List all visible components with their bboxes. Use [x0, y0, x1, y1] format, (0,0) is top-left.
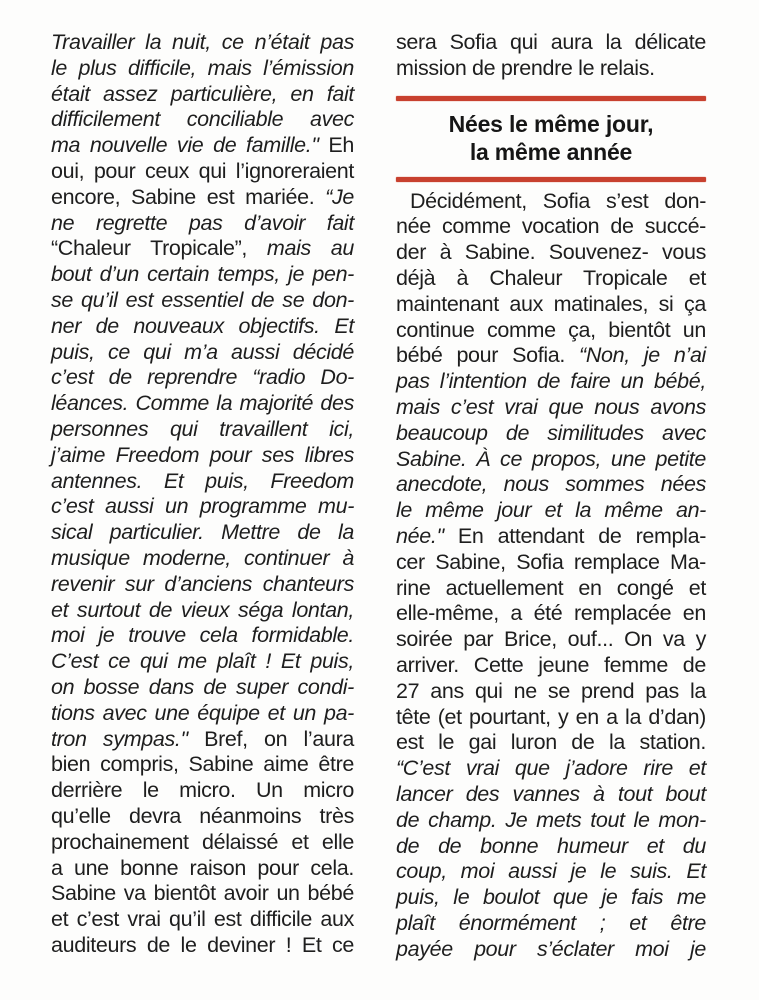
- text-line: [396, 318, 706, 344]
- text-line: [396, 808, 706, 834]
- italic-text: mais c’est vrai que nous avons: [396, 394, 706, 419]
- left-column: [51, 30, 354, 959]
- text: Eh: [318, 133, 354, 158]
- right-column-body: [396, 189, 706, 963]
- text-line: [51, 443, 354, 469]
- italic-text: puis, le boulot que je fais me: [396, 885, 706, 910]
- text-line: [396, 369, 706, 395]
- text-line: [51, 82, 354, 108]
- italic-text: moi je trouve cela formidable.: [51, 623, 354, 648]
- text-line: [396, 834, 706, 860]
- text-line: [396, 885, 706, 911]
- italic-text: de champ. Je mets tout le mon-: [396, 807, 706, 832]
- text-line: [51, 340, 354, 366]
- text-line: [396, 472, 706, 498]
- text-line: [51, 159, 354, 185]
- text-line: [51, 623, 354, 649]
- italic-text: née.": [396, 523, 444, 548]
- text-line: [396, 756, 706, 782]
- italic-text: coup, moi aussi je le suis. Et: [396, 859, 706, 884]
- text: sera Sofia qui aura la délicate: [396, 30, 706, 54]
- italic-text: le plus difficile, mais l’émission: [51, 55, 354, 80]
- text-line: [51, 649, 354, 675]
- text-line: [51, 365, 354, 391]
- text-line: [51, 56, 354, 82]
- text-line: [51, 314, 354, 340]
- italic-text: payée pour s’éclater moi je: [396, 936, 706, 961]
- text-line: [396, 782, 706, 808]
- text-line: [396, 705, 706, 731]
- text-line: [396, 56, 706, 82]
- text: rine actuellement en congé et: [396, 575, 706, 600]
- text-line: [51, 262, 354, 288]
- text-line: [396, 576, 706, 602]
- text: der à Sabine. Souvenez- vous: [396, 240, 706, 265]
- text: “Chaleur Tropicale”,: [51, 236, 248, 261]
- text-line: [396, 911, 706, 937]
- text: derrière le micro. Un micro: [51, 778, 354, 803]
- text: mission de prendre le relais.: [396, 55, 655, 80]
- text-line: [396, 859, 706, 885]
- text-line: [51, 236, 354, 262]
- text-line: [51, 675, 354, 701]
- italic-text: antennes. Et puis, Freedom: [51, 468, 354, 493]
- text-line: [396, 240, 706, 266]
- text-line: [396, 189, 706, 215]
- text-line: [396, 524, 706, 550]
- italic-text: j’aime Freedom pour ses libres: [51, 442, 354, 467]
- text: maintenant aux matinales, si ça: [396, 291, 706, 316]
- text-line: [396, 266, 706, 292]
- text-line: [396, 214, 706, 240]
- italic-text: plaît énormément ; et être: [396, 910, 706, 935]
- text-line: [396, 30, 706, 56]
- text-line: [51, 30, 354, 56]
- text-line: [51, 598, 354, 624]
- text: encore, Sabine est mariée.: [51, 184, 326, 209]
- text-line: [51, 211, 354, 237]
- italic-text: tron sympas.": [51, 726, 188, 751]
- italic-text: bout d’un certain temps, je pen-: [51, 262, 354, 287]
- italic-text: beaucoup de similitudes avec: [396, 420, 706, 445]
- italic-text: tions avec une équipe et un pa-: [51, 700, 354, 725]
- text: elle-même, a été remplacée en: [396, 601, 706, 626]
- italic-text: puis, ce qui m’a aussi décidé: [51, 339, 354, 364]
- text-line: [51, 546, 354, 572]
- italic-text: se qu’il est essentiel de se don-: [51, 287, 354, 312]
- italic-text: sical particulier. Mettre de la: [51, 520, 354, 545]
- italic-text: ne regrette pas d’avoir fait: [51, 210, 354, 235]
- text-line: [51, 804, 354, 830]
- text: continue comme ça, bientôt un: [396, 317, 706, 342]
- italic-text: c’est de reprendre “radio Do-: [51, 365, 354, 390]
- italic-text: “Je: [325, 184, 354, 209]
- italic-text: Sabine. À ce propos, une petite: [396, 446, 706, 471]
- text-line: [51, 830, 354, 856]
- italic-text: Travailler la nuit, ce n’était pas: [51, 30, 354, 54]
- text-line: [51, 856, 354, 882]
- text: oui, pour ceux qui l’ignoreraient: [51, 158, 354, 183]
- text-line: [396, 421, 706, 447]
- text-line: [51, 933, 354, 959]
- italic-text: on bosse dans de super condi-: [51, 674, 354, 699]
- text-line: [396, 447, 706, 473]
- italic-text: pas l’intention de faire un bébé,: [396, 369, 706, 394]
- text-line: [396, 343, 706, 369]
- italic-text: “Non, je n’ai: [579, 343, 706, 368]
- italic-text: lancer des vannes à tout bout: [396, 781, 706, 806]
- text-line: [51, 494, 354, 520]
- text: En attendant de rempla-: [443, 523, 706, 548]
- italic-text: c’est aussi un programme mu-: [51, 494, 354, 519]
- text: née comme vocation de succé-: [396, 214, 706, 239]
- text-line: [51, 727, 354, 753]
- text-line: [396, 498, 706, 524]
- text-line: [396, 550, 706, 576]
- text: cer Sabine, Sofia remplace Ma-: [396, 549, 706, 574]
- text-line: [51, 701, 354, 727]
- text-line: [51, 881, 354, 907]
- text-line: [51, 752, 354, 778]
- italic-text: C’est ce qui me plaît ! Et puis,: [51, 649, 354, 674]
- italic-text: le même jour et la même an-: [396, 498, 706, 523]
- italic-text: de de bonne humeur et du: [396, 833, 706, 858]
- italic-text: personnes qui travaillent ici,: [51, 416, 354, 441]
- text-line: [51, 133, 354, 159]
- text-line: [51, 391, 354, 417]
- italic-text: ner de nouveaux objectifs. Et: [51, 313, 354, 338]
- italic-text: était assez particulière, en fait: [51, 81, 354, 106]
- text: qu’elle devra néanmoins très: [51, 803, 354, 828]
- text-line: [396, 395, 706, 421]
- italic-text: ma nouvelle vie de famille.": [51, 133, 319, 158]
- italic-text: mais au: [247, 236, 354, 261]
- text: Décidément, Sofia s’est don-: [410, 188, 706, 213]
- italic-text: “C’est vrai que j’adore rire et: [396, 756, 706, 781]
- text-line: [396, 601, 706, 627]
- subheading: [396, 101, 706, 177]
- text-line: [51, 417, 354, 443]
- text: est le gai luron de la station.: [396, 730, 706, 755]
- text: Bref, on l’aura: [187, 726, 354, 751]
- text-line: [396, 653, 706, 679]
- text: déjà à Chaleur Tropicale et: [396, 265, 706, 290]
- text-line: [396, 292, 706, 318]
- subheading-line-1: Nées le même jour,: [448, 110, 654, 137]
- text: prochainement délaissé et elle: [51, 829, 354, 854]
- text: Sabine va bientôt avoir un bébé: [51, 881, 354, 906]
- text-line: [51, 469, 354, 495]
- text: auditeurs de le deviner ! Et ce: [51, 932, 354, 957]
- text: et c’est vrai qu’il est difficile aux: [51, 907, 354, 932]
- text-line: [51, 185, 354, 211]
- text-line: [51, 520, 354, 546]
- text-line: [51, 288, 354, 314]
- italic-text: musique moderne, continuer à: [51, 545, 354, 570]
- italic-text: léances. Comme la majorité des: [51, 391, 354, 416]
- text-line: [51, 572, 354, 598]
- text: arriver. Cette jeune femme de: [396, 652, 706, 677]
- text: tête (et pourtant, y en a la d’dan): [396, 704, 706, 729]
- text: bébé pour Sofia.: [396, 343, 580, 368]
- text-line: [396, 679, 706, 705]
- subheading-rule-bottom: [396, 177, 706, 182]
- text-line: [51, 907, 354, 933]
- italic-text: anecdote, nous sommes nées: [396, 472, 706, 497]
- italic-text: revenir sur d’anciens chanteurs: [51, 571, 354, 596]
- right-column: [396, 30, 706, 963]
- right-column-intro: [396, 30, 706, 82]
- text-line: [396, 730, 706, 756]
- italic-text: et surtout de vieux séga lontan,: [51, 597, 354, 622]
- text-line: [396, 627, 706, 653]
- text: a une bonne raison pour cela.: [51, 855, 354, 880]
- text-line: [396, 937, 706, 963]
- subheading-line-2: la même année: [469, 138, 633, 165]
- text-line: [51, 778, 354, 804]
- italic-text: difficilement conciliable avec: [51, 107, 354, 132]
- text: soirée par Brice, ouf... On va y: [396, 627, 706, 652]
- text: bien compris, Sabine aime être: [51, 752, 354, 777]
- text-line: [51, 107, 354, 133]
- text: 27 ans qui ne se prend pas la: [396, 678, 706, 703]
